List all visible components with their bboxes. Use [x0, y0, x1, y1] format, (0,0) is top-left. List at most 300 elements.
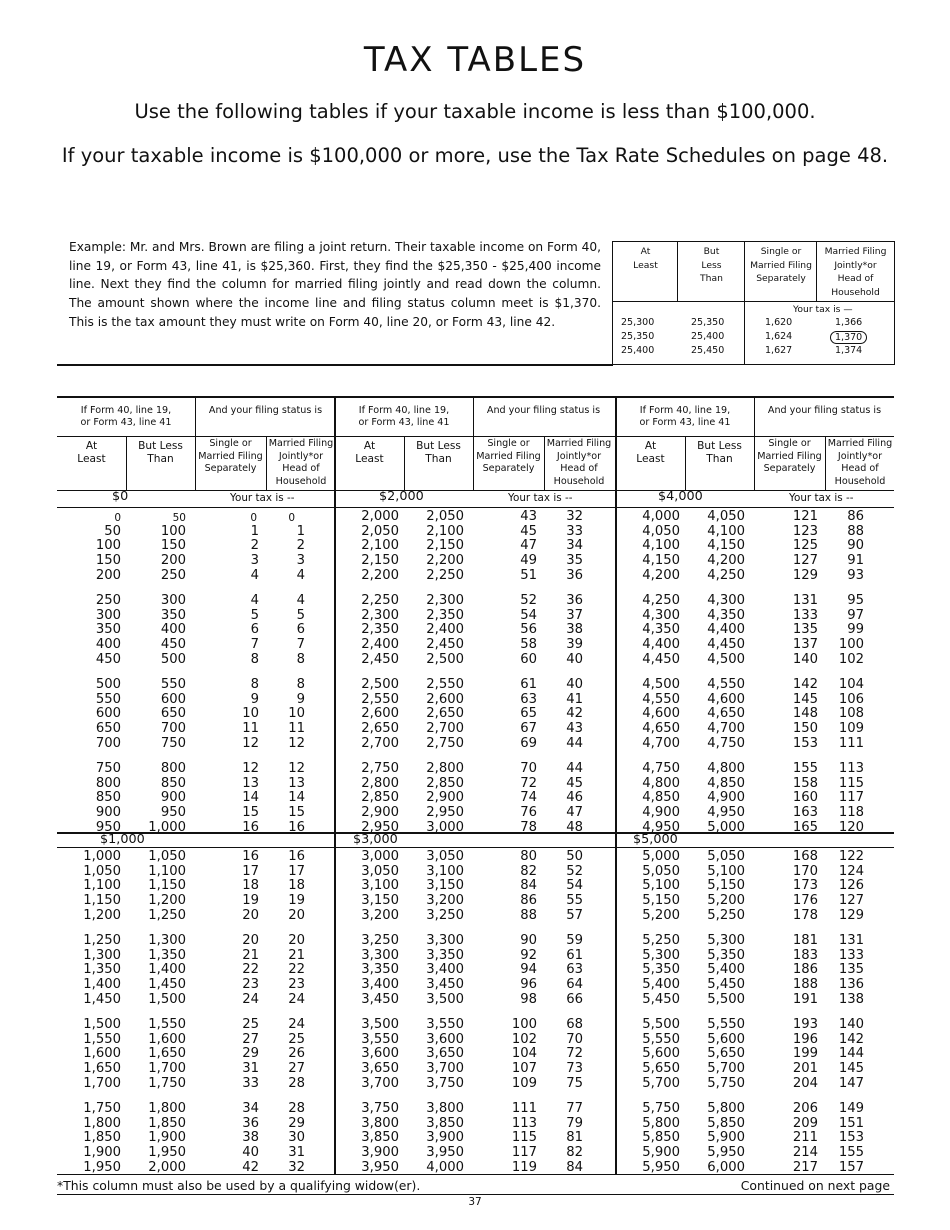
table-cell: 28: [288, 1075, 305, 1091]
example-divider: [613, 301, 894, 302]
table-cell: 3,850: [426, 1115, 464, 1131]
table-cell: 850: [160, 775, 186, 791]
table-cell: 93: [847, 567, 864, 583]
table-cell: 4: [296, 567, 305, 583]
table-cell: 149: [838, 1101, 864, 1116]
table-cell: 4,050: [707, 509, 745, 524]
table-cell: 127: [838, 893, 864, 909]
table-cell: 124: [838, 863, 864, 879]
table-cell: 18: [242, 878, 259, 894]
table-cell: 3: [296, 553, 305, 569]
table-cell: 4,300: [707, 593, 745, 608]
table-cell: 4,700: [642, 735, 680, 751]
table-cell: 3,600: [361, 1046, 399, 1062]
table-cell: 57: [566, 907, 583, 923]
header-single: Single or Married Filing Separately: [476, 438, 541, 475]
table-cell: 350: [160, 607, 186, 623]
table-cell: 84: [520, 878, 537, 894]
table-cell: 18: [288, 878, 305, 894]
table-cell: 28: [288, 1101, 305, 1116]
header-but-less: But Less Than: [697, 440, 742, 465]
table-cell: 119: [511, 1159, 537, 1175]
table-cell: 2,600: [426, 691, 464, 707]
table-cell: 129: [838, 907, 864, 923]
header-divider: [825, 436, 826, 490]
header-if-form: If Form 40, line 19, or Form 43, line 41: [80, 405, 172, 428]
table-cell: 5,150: [707, 878, 745, 894]
table-cell: 3,450: [361, 991, 399, 1007]
table-cell: 109: [838, 721, 864, 737]
table-cell: 43: [566, 721, 583, 737]
table-cell: 4,050: [642, 523, 680, 539]
header-divider: [266, 436, 267, 490]
table-cell: 2,250: [361, 593, 399, 608]
table-cell: 138: [838, 991, 864, 1007]
table-cell: 88: [520, 907, 537, 923]
table-cell: 55: [566, 893, 583, 909]
group-divider: [615, 396, 617, 1174]
table-cell: 2,050: [426, 509, 464, 524]
table-cell: 183: [792, 947, 818, 963]
page-number: 37: [468, 1196, 482, 1208]
table-cell: 1,850: [148, 1115, 186, 1131]
table-cell: 58: [520, 637, 537, 653]
table-cell: 147: [838, 1075, 864, 1091]
table-cell: 3,050: [426, 849, 464, 864]
table-cell: 47: [566, 805, 583, 821]
table-cell: 4: [296, 593, 305, 608]
table-cell: 140: [792, 651, 818, 667]
table-cell: 950: [95, 819, 121, 835]
table-cell: 1,750: [83, 1101, 121, 1116]
header-at-least: At Least: [636, 440, 665, 465]
table-cell: 3,000: [361, 849, 399, 864]
table-cell: 5,400: [707, 962, 745, 978]
table-cell: 4,350: [642, 622, 680, 638]
table-cell: 8: [250, 651, 259, 667]
table-cell: 2,500: [426, 651, 464, 667]
table-cell: 1,050: [83, 863, 121, 879]
table-cell: 4,350: [707, 607, 745, 623]
table-cell: 2,600: [361, 706, 399, 722]
table-cell: 131: [838, 933, 864, 948]
table-cell: 51: [520, 567, 537, 583]
table-cell: 19: [288, 893, 305, 909]
table-cell: 34: [566, 538, 583, 554]
table-cell: 1: [250, 523, 259, 539]
table-cell: 173: [792, 878, 818, 894]
table-cell: 4,450: [707, 637, 745, 653]
table-cell: 191: [792, 991, 818, 1007]
table-cell: 3,400: [426, 962, 464, 978]
table-cell: 4,750: [707, 735, 745, 751]
table-cell: 5,050: [642, 863, 680, 879]
table-cell: 19: [242, 893, 259, 909]
table-cell: 4,400: [707, 622, 745, 638]
table-cell: 1,950: [83, 1159, 121, 1175]
table-cell: 32: [288, 1159, 305, 1175]
table-cell: 2,900: [361, 805, 399, 821]
table-cell: 2,650: [426, 706, 464, 722]
table-cell: 3,200: [426, 893, 464, 909]
table-cell: 68: [566, 1017, 583, 1032]
table-cell: 36: [566, 593, 583, 608]
table-cell: 81: [566, 1130, 583, 1146]
table-cell: 40: [566, 677, 583, 692]
table-cell: 350: [95, 622, 121, 638]
table-cell: 176: [792, 893, 818, 909]
table-cell: 900: [95, 805, 121, 821]
table-cell: 2,750: [426, 735, 464, 751]
table-cell: 165: [792, 819, 818, 835]
table-cell: 16: [288, 849, 305, 864]
table-cell: 63: [520, 691, 537, 707]
table-cell: 4,650: [642, 721, 680, 737]
header-mid-rule: [57, 436, 894, 437]
table-cell: 5,300: [707, 933, 745, 948]
table-top-rule: [57, 396, 894, 398]
table-cell: 99: [847, 622, 864, 638]
header-at-least: At Least: [77, 440, 106, 465]
table-cell: 109: [511, 1075, 537, 1091]
table-cell: 54: [520, 607, 537, 623]
table-cell: 2,050: [361, 523, 399, 539]
table-cell: 5,750: [642, 1101, 680, 1116]
table-cell: 45: [566, 775, 583, 791]
table-cell: 2,900: [426, 790, 464, 806]
table-cell: 79: [566, 1115, 583, 1131]
table-cell: 25: [242, 1017, 259, 1032]
table-cell: 750: [95, 761, 121, 776]
table-cell: 107: [511, 1061, 537, 1077]
section-label: $5,000: [633, 832, 678, 847]
table-cell: 137: [792, 637, 818, 653]
table-cell: 82: [566, 1145, 583, 1161]
table-cell: 1,650: [83, 1061, 121, 1077]
table-cell: 157: [838, 1159, 864, 1175]
table-cell: 61: [520, 677, 537, 692]
table-cell: 4,600: [707, 691, 745, 707]
table-cell: 3,750: [361, 1101, 399, 1116]
instruction-line-2: If your taxable income is $100,000 or more, use the Tax Rate Schedules on page 48.: [61, 144, 889, 167]
table-cell: 3,150: [361, 893, 399, 909]
table-cell: 2,300: [361, 607, 399, 623]
table-cell: 4,650: [707, 706, 745, 722]
table-cell: 14: [288, 790, 305, 806]
example-cell: 25,350: [691, 317, 725, 328]
table-cell: 12: [242, 735, 259, 751]
table-cell: 72: [566, 1046, 583, 1062]
table-cell: 1,550: [83, 1031, 121, 1047]
header-filing-status: And your filing status is: [767, 405, 882, 416]
table-cell: 3,300: [426, 933, 464, 948]
table-cell: 2,150: [361, 553, 399, 569]
table-cell: 1,250: [83, 933, 121, 948]
table-cell: 600: [95, 706, 121, 722]
example-text: Example: Mr. and Mrs. Brown are filing a joint return. Their taxable income on Form 40, line 19, or Form 43, line 41, is $25,360. First, they find the $25,350 - $25,400 income line. Next they find the column for married filing jointly and read down the column. The amount shown where the income line and filing status column meet is $1,370. This is the tax amount they must write on Form 40, line 20, or Form 43, line 42.: [69, 240, 601, 329]
table-cell: 3,800: [361, 1115, 399, 1131]
table-cell: 4,200: [642, 567, 680, 583]
your-tax-is-label: Your tax is --: [508, 492, 573, 504]
table-cell: 3,650: [426, 1046, 464, 1062]
table-cell: 163: [792, 805, 818, 821]
table-cell: 148: [792, 706, 818, 722]
table-cell: 550: [95, 691, 121, 707]
header-divider: [754, 396, 755, 490]
header-if-form: If Form 40, line 19, or Form 43, line 41: [639, 405, 731, 428]
header-single: Single or Married Filing Separately: [757, 438, 822, 475]
table-cell: 38: [242, 1130, 259, 1146]
table-cell: 5: [296, 607, 305, 623]
table-cell: 24: [288, 991, 305, 1007]
table-cell: 4,500: [707, 651, 745, 667]
table-cell: 4,200: [707, 553, 745, 569]
table-cell: 5: [250, 607, 259, 623]
table-cell: 42: [242, 1159, 259, 1175]
table-cell: 193: [792, 1017, 818, 1032]
table-cell: 73: [566, 1061, 583, 1077]
table-cell: 95: [847, 593, 864, 608]
table-cell: 800: [95, 775, 121, 791]
header-at-least: At Least: [355, 440, 384, 465]
table-cell: 850: [95, 790, 121, 806]
table-cell: 200: [95, 567, 121, 583]
table-cell: 1,500: [83, 1017, 121, 1032]
table-cell: 1,300: [83, 947, 121, 963]
table-cell: 3,950: [426, 1145, 464, 1161]
table-cell: 181: [792, 933, 818, 948]
table-cell: 150: [160, 538, 186, 554]
table-cell: 4,900: [707, 790, 745, 806]
table-cell: 3,650: [361, 1061, 399, 1077]
table-cell: 133: [792, 607, 818, 623]
table-cell: 5,800: [642, 1115, 680, 1131]
group-divider: [334, 396, 336, 1174]
table-cell: 1,900: [148, 1130, 186, 1146]
table-cell: 10: [242, 706, 259, 722]
table-cell: 56: [520, 622, 537, 638]
table-cell: 1,050: [148, 849, 186, 864]
table-cell: 2,850: [426, 775, 464, 791]
table-cell: 3,700: [426, 1061, 464, 1077]
table-cell: 145: [838, 1061, 864, 1077]
table-cell: 900: [160, 790, 186, 806]
table-cell: 20: [242, 907, 259, 923]
table-cell: 70: [520, 761, 537, 776]
table-cell: 4,800: [707, 761, 745, 776]
table-cell: 13: [242, 775, 259, 791]
table-cell: 31: [242, 1061, 259, 1077]
table-cell: 8: [296, 651, 305, 667]
table-cell: 1,200: [83, 907, 121, 923]
your-tax-is-label: Your tax is --: [230, 492, 295, 504]
table-cell: 155: [838, 1145, 864, 1161]
table-cell: 35: [566, 553, 583, 569]
table-cell: 500: [95, 677, 121, 692]
table-cell: 4,900: [642, 805, 680, 821]
table-cell: 23: [288, 977, 305, 993]
table-cell: 41: [566, 691, 583, 707]
table-cell: 4,550: [707, 677, 745, 692]
table-cell: 5,850: [707, 1115, 745, 1131]
table-cell: 2,200: [361, 567, 399, 583]
table-cell: 102: [511, 1031, 537, 1047]
table-cell: 44: [566, 735, 583, 751]
table-cell: 196: [792, 1031, 818, 1047]
table-cell: 45: [520, 523, 537, 539]
table-cell: 1,600: [83, 1046, 121, 1062]
table-cell: 74: [520, 790, 537, 806]
table-cell: 153: [792, 735, 818, 751]
table-cell: 1,450: [83, 991, 121, 1007]
table-cell: 199: [792, 1046, 818, 1062]
table-cell: 1,700: [83, 1075, 121, 1091]
table-cell: 2,700: [361, 735, 399, 751]
table-cell: 129: [792, 567, 818, 583]
table-cell: 188: [792, 977, 818, 993]
table-cell: 2,750: [361, 761, 399, 776]
table-cell: 178: [792, 907, 818, 923]
table-cell: 8: [296, 677, 305, 692]
table-cell: 5,050: [707, 849, 745, 864]
table-cell: 3,750: [426, 1075, 464, 1091]
table-cell: 4,150: [642, 553, 680, 569]
table-cell: 5,000: [642, 849, 680, 864]
table-cell: 5,900: [642, 1145, 680, 1161]
table-cell: 204: [792, 1075, 818, 1091]
header-married: Married Filing Jointly*or Head of Household: [827, 438, 893, 487]
table-cell: 27: [242, 1031, 259, 1047]
table-cell: 3,350: [426, 947, 464, 963]
table-cell: 6,000: [707, 1159, 745, 1175]
table-cell: 2,000: [361, 509, 399, 524]
table-cell: 12: [242, 761, 259, 776]
header-but-less: But Less Than: [138, 440, 183, 465]
table-cell: 5,900: [707, 1130, 745, 1146]
table-cell: 5,450: [642, 991, 680, 1007]
table-cell: 5,200: [642, 907, 680, 923]
table-cell: 39: [566, 637, 583, 653]
table-cell: 400: [95, 637, 121, 653]
table-cell: 121: [792, 509, 818, 524]
table-cell: 2,150: [426, 538, 464, 554]
example-cell: 25,300: [621, 317, 655, 328]
header-single: Single or Married Filing Separately: [198, 438, 263, 475]
table-cell: 5,450: [707, 977, 745, 993]
example-your-tax-is: Your tax is —: [793, 304, 853, 315]
table-cell: 1,950: [148, 1145, 186, 1161]
table-cell: 3,100: [361, 878, 399, 894]
table-cell: 8: [250, 677, 259, 692]
table-cell: 650: [95, 721, 121, 737]
table-cell: 29: [242, 1046, 259, 1062]
table-cell: 150: [792, 721, 818, 737]
table-cell: 113: [511, 1115, 537, 1131]
table-cell: 3,950: [361, 1159, 399, 1175]
table-cell: 209: [792, 1115, 818, 1131]
table-cell: 15: [242, 805, 259, 821]
example-row: [613, 331, 896, 345]
table-cell: 102: [838, 651, 864, 667]
table-cell: 2,800: [361, 775, 399, 791]
table-cell: 140: [838, 1017, 864, 1032]
table-cell: 67: [520, 721, 537, 737]
table-cell: 49: [520, 553, 537, 569]
table-cell: 2,000: [148, 1159, 186, 1175]
table-cell: 300: [160, 593, 186, 608]
table-cell: 2,550: [361, 691, 399, 707]
table-cell: 450: [95, 651, 121, 667]
table-cell: 70: [566, 1031, 583, 1047]
table-cell: 11: [242, 721, 259, 737]
table-cell: 50: [566, 849, 583, 864]
table-cell: 37: [566, 607, 583, 623]
table-cell: 108: [838, 706, 864, 722]
table-cell: 500: [160, 651, 186, 667]
example-rule: [57, 364, 613, 366]
table-cell: 33: [242, 1075, 259, 1091]
table-cell: 50: [172, 512, 186, 524]
table-cell: 3,900: [361, 1145, 399, 1161]
table-cell: 155: [792, 761, 818, 776]
table-cell: 1,350: [148, 947, 186, 963]
table-cell: 5,350: [642, 962, 680, 978]
header-divider: [685, 436, 686, 490]
table-cell: 2,350: [361, 622, 399, 638]
table-cell: 90: [520, 933, 537, 948]
table-cell: 2,200: [426, 553, 464, 569]
table-cell: 6: [296, 622, 305, 638]
table-cell: 450: [160, 637, 186, 653]
table-cell: 4,850: [707, 775, 745, 791]
example-col-at-least: At Least: [633, 246, 658, 271]
table-cell: 1,900: [83, 1145, 121, 1161]
table-cell: 133: [838, 947, 864, 963]
table-cell: 97: [847, 607, 864, 623]
table-cell: 2,300: [426, 593, 464, 608]
table-cell: 104: [838, 677, 864, 692]
table-cell: 2: [296, 538, 305, 554]
table-cell: 7: [296, 637, 305, 653]
section-label: $2,000: [379, 489, 424, 504]
table-cell: 250: [95, 593, 121, 608]
table-cell: 3,350: [361, 962, 399, 978]
table-cell: 206: [792, 1101, 818, 1116]
header-divider: [544, 436, 545, 490]
table-cell: 72: [520, 775, 537, 791]
table-cell: 4,750: [642, 761, 680, 776]
table-cell: 9: [250, 691, 259, 707]
table-cell: 5,950: [707, 1145, 745, 1161]
table-cell: 12: [288, 761, 305, 776]
table-cell: 1,600: [148, 1031, 186, 1047]
table-cell: 20: [288, 933, 305, 948]
table-cell: 44: [566, 761, 583, 776]
table-cell: 4,700: [707, 721, 745, 737]
table-cell: 700: [95, 735, 121, 751]
table-cell: 4,100: [707, 523, 745, 539]
table-cell: 1,300: [148, 933, 186, 948]
table-cell: 1,000: [83, 849, 121, 864]
table-cell: 5,400: [642, 977, 680, 993]
table-cell: 5,800: [707, 1101, 745, 1116]
table-cell: 111: [511, 1101, 537, 1116]
your-tax-is-label: Your tax is --: [789, 492, 854, 504]
table-cell: 80: [520, 849, 537, 864]
table-cell: 3,550: [361, 1031, 399, 1047]
page-title: TAX TABLES: [363, 40, 587, 80]
table-cell: 5,650: [707, 1046, 745, 1062]
